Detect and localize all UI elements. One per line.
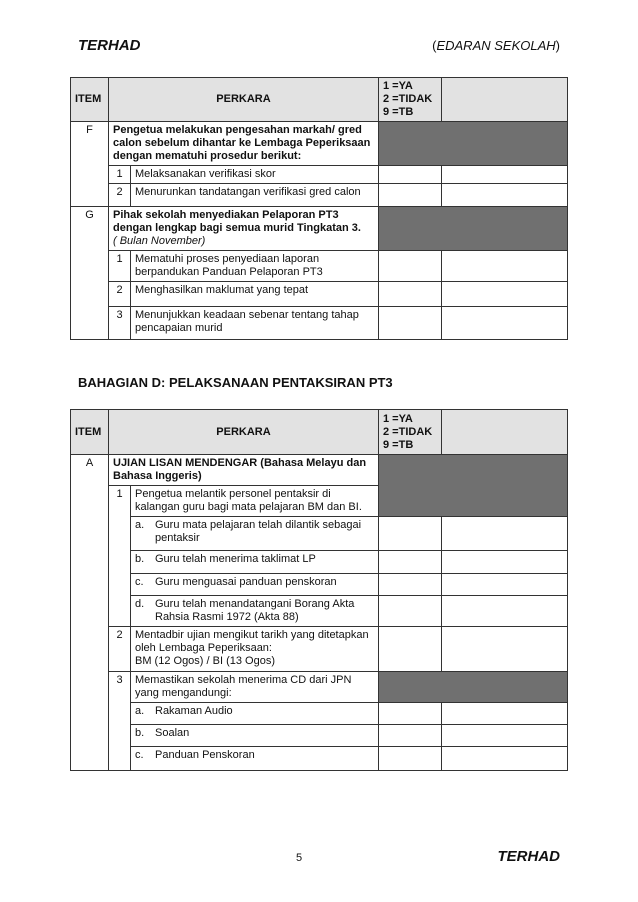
shaded-cell	[379, 455, 568, 517]
shaded-cell	[379, 122, 568, 166]
table-row	[71, 282, 568, 307]
table-row	[71, 725, 568, 747]
sub-number: 3	[109, 672, 131, 771]
remark-cell[interactable]	[442, 574, 568, 596]
sub-number: 1	[109, 486, 131, 627]
table-row	[71, 672, 568, 703]
item-label: A	[71, 455, 109, 771]
sub-text: Menghasilkan maklumat yang tepat	[131, 282, 379, 307]
sub-number: 3	[109, 307, 131, 340]
remark-cell[interactable]	[442, 251, 568, 282]
remark-cell[interactable]	[442, 551, 568, 574]
remark-cell[interactable]	[442, 166, 568, 184]
item-text: UJIAN LISAN MENDENGAR (Bahasa Melayu dan Bahasa Inggeris)	[109, 455, 379, 486]
remark-cell[interactable]	[442, 282, 568, 307]
table-row	[71, 307, 568, 340]
remark-cell[interactable]	[442, 627, 568, 672]
section-title: BAHAGIAN D: PELAKSANAAN PENTAKSIRAN PT3	[78, 375, 393, 390]
answer-cell[interactable]	[379, 574, 442, 596]
sub-number: 2	[109, 184, 131, 207]
table-row	[71, 166, 568, 184]
lettered-item: b. Soalan	[131, 725, 379, 747]
page-number: 5	[296, 852, 303, 864]
table-header-row	[71, 78, 568, 122]
table-row	[71, 184, 568, 207]
shaded-cell	[379, 207, 568, 251]
sub-text: Mematuhi proses penyediaan laporan berpandukan Panduan Pelaporan PT3	[131, 251, 379, 282]
col-perkara-header: PERKARA	[109, 410, 379, 455]
item-label: G	[71, 207, 109, 340]
answer-cell[interactable]	[379, 703, 442, 725]
sub-text: Menunjukkan keadaan sebenar tentang tahap pencapaian murid	[131, 307, 379, 340]
answer-cell[interactable]	[379, 251, 442, 282]
answer-cell[interactable]	[379, 725, 442, 747]
remark-cell[interactable]	[442, 517, 568, 551]
answer-cell[interactable]	[379, 627, 442, 672]
col-remark-header	[442, 410, 568, 455]
remark-cell[interactable]	[442, 184, 568, 207]
answer-cell[interactable]	[379, 166, 442, 184]
table-header-row	[71, 410, 568, 455]
answer-cell[interactable]	[379, 517, 442, 551]
table-row	[71, 703, 568, 725]
table-row	[71, 455, 568, 486]
answer-cell[interactable]	[379, 282, 442, 307]
table-row	[71, 574, 568, 596]
remark-cell[interactable]	[442, 307, 568, 340]
sub-text: Melaksanakan verifikasi skor	[131, 166, 379, 184]
answer-cell[interactable]	[379, 596, 442, 627]
lettered-item: c. Panduan Penskoran	[131, 747, 379, 771]
sub-number: 2	[109, 282, 131, 307]
table-row	[71, 627, 568, 672]
footer-classification: TERHAD	[497, 848, 560, 865]
sub-text: Mentadbir ujian mengikut tarikh yang ditetapkan oleh Lembaga Peperiksaan: BM (12 Ogos) / BI (13 Ogos)	[131, 627, 379, 672]
table-row	[71, 551, 568, 574]
sub-number: 1	[109, 166, 131, 184]
item-label: F	[71, 122, 109, 207]
remark-cell[interactable]	[442, 747, 568, 771]
header-distribution: (EDARAN SEKOLAH)	[432, 38, 560, 53]
table-row	[71, 207, 568, 251]
table-row	[71, 517, 568, 551]
lettered-item: b. Guru telah menerima taklimat LP	[131, 551, 379, 574]
remark-cell[interactable]	[442, 725, 568, 747]
lettered-item: c. Guru menguasai panduan penskoran	[131, 574, 379, 596]
answer-cell[interactable]	[379, 747, 442, 771]
col-item-header: ITEM	[71, 78, 109, 122]
sub-text: Menurunkan tandatangan verifikasi gred calon	[131, 184, 379, 207]
item-text: Pihak sekolah menyediakan Pelaporan PT3 dengan lengkap bagi semua murid Tingkatan 3. ( Bulan November)	[109, 207, 379, 251]
sub-number: 2	[109, 627, 131, 672]
table-row	[71, 596, 568, 627]
col-item-header: ITEM	[71, 410, 109, 455]
col-perkara-header: PERKARA	[109, 78, 379, 122]
answer-cell[interactable]	[379, 184, 442, 207]
lettered-item: a. Guru mata pelajaran telah dilantik sebagai pentaksir	[131, 517, 379, 551]
sub-text: Pengetua melantik personel pentaksir di kalangan guru bagi mata pelajaran BM dan BI.	[131, 486, 379, 517]
checklist-table-1	[70, 77, 568, 340]
col-code-header: 1 =YA 2 =TIDAK 9 =TB	[379, 78, 442, 122]
table-row	[71, 251, 568, 282]
lettered-item: d. Guru telah menandatangani Borang Akta Rahsia Rasmi 1972 (Akta 88)	[131, 596, 379, 627]
table-row	[71, 122, 568, 166]
item-text: Pengetua melakukan pengesahan markah/ gred calon sebelum dihantar ke Lembaga Peperiksaan dengan mematuhi prosedur berikut:	[109, 122, 379, 166]
sub-number: 1	[109, 251, 131, 282]
col-code-header: 1 =YA 2 =TIDAK 9 =TB	[379, 410, 442, 455]
answer-cell[interactable]	[379, 551, 442, 574]
header-classification: TERHAD	[78, 37, 141, 54]
shaded-cell	[379, 672, 568, 703]
remark-cell[interactable]	[442, 703, 568, 725]
table-row	[71, 747, 568, 771]
remark-cell[interactable]	[442, 596, 568, 627]
sub-text: Memastikan sekolah menerima CD dari JPN yang mengandungi:	[131, 672, 379, 703]
answer-cell[interactable]	[379, 307, 442, 340]
col-remark-header	[442, 78, 568, 122]
checklist-table-2	[70, 409, 568, 771]
lettered-item: a. Rakaman Audio	[131, 703, 379, 725]
